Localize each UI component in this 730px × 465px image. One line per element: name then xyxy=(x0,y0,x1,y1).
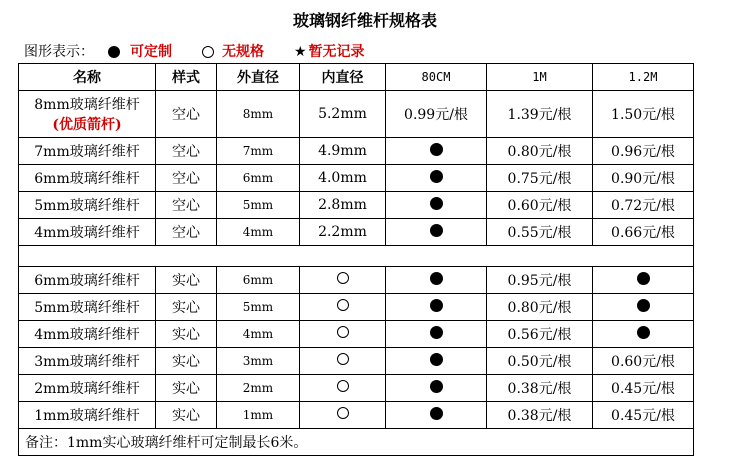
rod-style: 实心 xyxy=(156,267,217,294)
open-circle-icon xyxy=(337,380,349,392)
rod-outer-diameter: 3mm xyxy=(217,348,300,375)
filled-circle-icon xyxy=(637,272,650,285)
rod-style: 空心 xyxy=(156,91,217,138)
header-name: 名称 xyxy=(19,64,156,91)
rod-style: 空心 xyxy=(156,165,217,192)
price-1m: 0.38元/根 xyxy=(487,375,593,402)
table-row xyxy=(19,267,694,294)
rod-name xyxy=(19,402,156,429)
spacer-cell xyxy=(19,246,694,267)
table-row xyxy=(19,402,694,429)
price-1m: 0.56元/根 xyxy=(487,321,593,348)
rod-name-text: 7mm玻璃纤维杆 xyxy=(34,144,140,160)
spacer-row xyxy=(19,246,694,267)
rod-outer-diameter: 4mm xyxy=(217,219,300,246)
rod-name-text: 5mm玻璃纤维杆 xyxy=(34,300,140,316)
rod-inner-diameter: 4.9mm xyxy=(300,138,386,165)
table-row xyxy=(19,348,694,375)
price-80cm xyxy=(386,165,487,192)
page-title: 玻璃钢纤维杆规格表 xyxy=(292,11,437,30)
note-row xyxy=(19,429,694,456)
rod-outer-diameter: 2mm xyxy=(217,375,300,402)
price-80cm xyxy=(386,219,487,246)
rod-name xyxy=(19,375,156,402)
filled-circle-icon xyxy=(430,353,443,366)
rod-name xyxy=(19,91,156,138)
price-1-2m xyxy=(593,321,694,348)
legend-no-record: 暂无记录 xyxy=(308,44,365,60)
price-1-2m: 0.90元/根 xyxy=(593,165,694,192)
rod-style: 实心 xyxy=(156,348,217,375)
footnote: 备注：1mm实心玻璃纤维杆可定制最长6米。 xyxy=(19,429,694,456)
spec-table xyxy=(18,63,694,456)
rod-name-text: 1mm玻璃纤维杆 xyxy=(34,408,140,424)
price-1-2m: 0.66元/根 xyxy=(593,219,694,246)
open-circle-icon xyxy=(337,353,349,365)
price-1m: 0.75元/根 xyxy=(487,165,593,192)
table-row xyxy=(19,192,694,219)
rod-inner-diameter xyxy=(300,348,386,375)
legend-prefix: 图形表示： xyxy=(24,44,94,60)
rod-style: 实心 xyxy=(156,375,217,402)
open-circle-icon xyxy=(337,299,349,311)
price-1-2m: 0.96元/根 xyxy=(593,138,694,165)
rod-inner-diameter xyxy=(300,294,386,321)
filled-circle-icon xyxy=(108,46,120,58)
rod-name-text: 4mm玻璃纤维杆 xyxy=(34,225,140,241)
rod-inner-diameter xyxy=(300,267,386,294)
filled-circle-icon xyxy=(637,326,650,339)
header-1-2m: 1.2M xyxy=(593,64,694,91)
header-style: 样式 xyxy=(156,64,217,91)
rod-outer-diameter: 5mm xyxy=(217,192,300,219)
rod-outer-diameter: 6mm xyxy=(217,267,300,294)
price-80cm xyxy=(386,294,487,321)
legend xyxy=(24,43,365,61)
filled-circle-icon xyxy=(430,197,443,210)
table-row xyxy=(19,91,694,138)
price-80cm xyxy=(386,375,487,402)
rod-outer-diameter: 8mm xyxy=(217,91,300,138)
table-row xyxy=(19,294,694,321)
filled-circle-icon xyxy=(430,224,443,237)
rod-name-text: 2mm玻璃纤维杆 xyxy=(34,381,140,397)
rod-outer-diameter: 6mm xyxy=(217,165,300,192)
legend-no-spec: 无规格 xyxy=(222,44,264,60)
open-circle-icon xyxy=(337,407,349,419)
rod-inner-diameter: 2.8mm xyxy=(300,192,386,219)
price-1m: 0.80元/根 xyxy=(487,138,593,165)
table-row xyxy=(19,138,694,165)
filled-circle-icon xyxy=(430,170,443,183)
rod-style: 空心 xyxy=(156,219,217,246)
rod-style: 空心 xyxy=(156,192,217,219)
rod-outer-diameter: 7mm xyxy=(217,138,300,165)
price-80cm xyxy=(386,267,487,294)
rod-name-text: 6mm玻璃纤维杆 xyxy=(34,273,140,289)
price-1m: 0.38元/根 xyxy=(487,402,593,429)
rod-inner-diameter: 4.0mm xyxy=(300,165,386,192)
price-80cm xyxy=(386,321,487,348)
price-1m: 0.60元/根 xyxy=(487,192,593,219)
header-inner: 内直径 xyxy=(300,64,386,91)
header-outer: 外直径 xyxy=(217,64,300,91)
price-80cm xyxy=(386,348,487,375)
rod-name xyxy=(19,348,156,375)
filled-circle-icon xyxy=(430,143,443,156)
rod-outer-diameter: 5mm xyxy=(217,294,300,321)
rod-name-text: 4mm玻璃纤维杆 xyxy=(34,327,140,343)
header-row xyxy=(19,64,694,91)
filled-circle-icon xyxy=(430,272,443,285)
price-80cm xyxy=(386,138,487,165)
table-row xyxy=(19,321,694,348)
price-1-2m xyxy=(593,294,694,321)
rod-subtitle: (优质箭杆) xyxy=(52,117,122,133)
filled-circle-icon xyxy=(430,299,443,312)
price-1m: 1.39元/根 xyxy=(487,91,593,138)
price-1m: 0.95元/根 xyxy=(487,267,593,294)
filled-circle-icon xyxy=(430,326,443,339)
price-1-2m: 1.50元/根 xyxy=(593,91,694,138)
price-80cm: 0.99元/根 xyxy=(386,91,487,138)
header-1m: 1M xyxy=(487,64,593,91)
rod-name xyxy=(19,165,156,192)
rod-name xyxy=(19,138,156,165)
rod-style: 实心 xyxy=(156,402,217,429)
price-1m: 0.50元/根 xyxy=(487,348,593,375)
legend-customizable: 可定制 xyxy=(130,44,172,60)
price-1-2m: 0.72元/根 xyxy=(593,192,694,219)
rod-name xyxy=(19,321,156,348)
rod-name-text: 6mm玻璃纤维杆 xyxy=(34,171,140,187)
price-80cm xyxy=(386,192,487,219)
rod-outer-diameter: 4mm xyxy=(217,321,300,348)
rod-inner-diameter xyxy=(300,402,386,429)
open-circle-icon xyxy=(202,46,214,58)
open-circle-icon xyxy=(337,272,349,284)
rod-name-text: 3mm玻璃纤维杆 xyxy=(34,354,140,370)
rod-style: 实心 xyxy=(156,321,217,348)
table-row xyxy=(19,165,694,192)
table-row xyxy=(19,219,694,246)
header-80cm: 80CM xyxy=(386,64,487,91)
rod-name xyxy=(19,192,156,219)
filled-circle-icon xyxy=(637,299,650,312)
rod-inner-diameter: 5.2mm xyxy=(300,91,386,138)
price-1-2m xyxy=(593,267,694,294)
rod-inner-diameter: 2.2mm xyxy=(300,219,386,246)
rod-outer-diameter: 1mm xyxy=(217,402,300,429)
rod-name-text: 5mm玻璃纤维杆 xyxy=(34,198,140,214)
rod-inner-diameter xyxy=(300,321,386,348)
filled-circle-icon xyxy=(430,380,443,393)
price-80cm xyxy=(386,402,487,429)
rod-name xyxy=(19,219,156,246)
price-1-2m: 0.60元/根 xyxy=(593,348,694,375)
price-1m: 0.55元/根 xyxy=(487,219,593,246)
rod-name-text: 8mm玻璃纤维杆 xyxy=(34,97,140,113)
rod-inner-diameter xyxy=(300,375,386,402)
rod-style: 实心 xyxy=(156,294,217,321)
rod-name xyxy=(19,267,156,294)
rod-name xyxy=(19,294,156,321)
open-circle-icon xyxy=(337,326,349,338)
price-1m: 0.80元/根 xyxy=(487,294,593,321)
star-icon: ★ xyxy=(294,44,307,60)
filled-circle-icon xyxy=(430,407,443,420)
rod-style: 空心 xyxy=(156,138,217,165)
table-row xyxy=(19,375,694,402)
price-1-2m: 0.45元/根 xyxy=(593,375,694,402)
price-1-2m: 0.45元/根 xyxy=(593,402,694,429)
